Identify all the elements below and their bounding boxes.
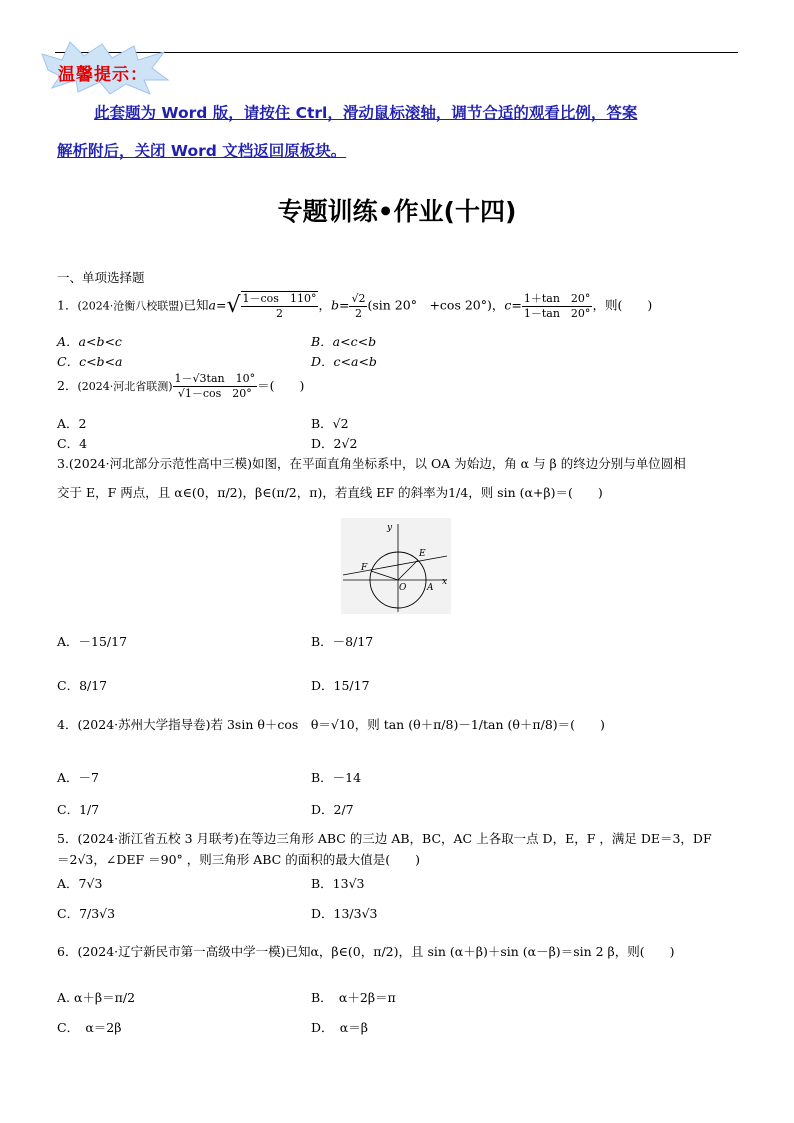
section-heading: 一、单项选择题 (57, 270, 145, 285)
q1-option-d[interactable]: D．c<a<b (311, 354, 377, 369)
notice-line-2: 解析附后，关闭 Word 文档返回原板块。 (57, 142, 347, 160)
q5-option-b[interactable]: B．13√3 (311, 876, 365, 891)
q4-option-b[interactable]: B．－14 (311, 770, 362, 785)
svg-text:O: O (399, 583, 407, 593)
q2-option-b[interactable]: B．√2 (311, 416, 349, 431)
q2-fraction: $\frac{1-√3\tan 10^\circ}{√1-\cos 20^\circ}$ (174, 372, 256, 400)
q2-option-d[interactable]: D．2√2 (311, 436, 358, 451)
q5-option-a[interactable]: A．7√3 (57, 876, 103, 891)
question-5-line-2: ＝2√3，∠DEF ＝90° ，则三角形 ABC 的面积的最大值是( ) (57, 852, 420, 867)
q2-option-a[interactable]: A．2 (57, 416, 87, 431)
svg-text:A: A (427, 583, 434, 593)
q2-option-c[interactable]: C．4 (57, 436, 88, 451)
question-3-line-1: 3.(2024·河北部分示范性高中三模)如图，在平面直角坐标系中，以 OA 为始边，角 α 与 β 的终边分别与单位圆相 (57, 456, 686, 471)
q5-option-c[interactable]: C．7/3√3 (57, 906, 116, 921)
question-6: 6．(2024·辽宁新民市第一高级中学一模)已知α，β∈(0，π/2)，且 sin (α＋β)＋sin (α－β)＝sin 2 β，则( ) (57, 944, 675, 959)
question-1: 1．(2024·沧衡八校联盟)已知a=√ $\frac{1-\cos 110^\circ}{2}$ ，b= $\frac{√2}{2}$ (sin 20° +cos 20°)，c= $\frac{1+\tan 20^\circ}{1-\tan 20^\circ}$ ，则( ) (57, 291, 653, 320)
notice-label: 温馨提示： (58, 65, 148, 85)
q1-text: 已知 (183, 297, 209, 313)
q1-source: (2024·沧衡八校联盟) (77, 299, 184, 313)
question-5-line-1: 5．(2024·浙江省五校 3 月联考)在等边三角形 ABC 的三边 AB，BC，AC 上各取一点 D，E，F ，满足 DE＝3，DF (57, 831, 712, 846)
q4-option-c[interactable]: C．1/7 (57, 802, 100, 817)
page-title: 专题训练•作业(十四) (277, 197, 517, 226)
q3-option-c[interactable]: C．8/17 (57, 678, 108, 693)
q6-option-a[interactable]: A. α＋β＝π/2 (57, 990, 136, 1005)
q3-option-a[interactable]: A．－15/17 (57, 634, 128, 649)
q5-option-d[interactable]: D．13/3√3 (311, 906, 378, 921)
q1-number: 1． (57, 297, 78, 313)
q6-option-b[interactable]: B． α＋2β＝π (311, 990, 396, 1005)
question-3-line-2: 交于 E，F 两点，且 α∈(0，π/2)，β∈(π/2，π)，若直线 EF 的斜率为1/4，则 sin (α+β)＝( ) (57, 485, 603, 500)
q1-b-fraction: $\frac{√2}{2}$ (351, 291, 366, 320)
svg-text:E: E (419, 549, 426, 559)
q3-option-d[interactable]: D．15/17 (311, 678, 370, 693)
q2-source: (2024·河北省联测) (77, 380, 173, 393)
q1-tail: ，则( ) (592, 297, 653, 313)
q1-option-b[interactable]: B．a<c<b (311, 334, 377, 349)
q6-option-d[interactable]: D． α＝β (311, 1020, 368, 1035)
q6-option-c[interactable]: C． α＝2β (57, 1020, 122, 1035)
q1-option-c[interactable]: C．c<b<a (57, 354, 123, 369)
q2-tail: ＝( ) (257, 378, 305, 393)
q4-option-a[interactable]: A．－7 (57, 770, 99, 785)
q3-option-b[interactable]: B．－8/17 (311, 634, 374, 649)
svg-text:F: F (361, 563, 368, 573)
q1-c-fraction: $\frac{1+\tan 20^\circ}{1-\tan 20^\circ}$ (523, 291, 591, 320)
q1-a-fraction: $\frac{1-\cos 110^\circ}{2}$ (242, 292, 317, 320)
question-2 (57, 372, 304, 401)
q2-number: 2． (57, 378, 78, 393)
unit-circle-diagram (341, 518, 451, 614)
svg-text:y: y (387, 523, 393, 533)
q1-b-expr: (sin 20° +cos 20°)， (367, 297, 505, 313)
svg-text:x: x (442, 577, 448, 587)
notice-line-1: 此套题为 Word 版，请按住 Ctrl，滑动鼠标滚轴，调节合适的观看比例，答案 (94, 104, 638, 122)
question-4: 4．(2024·苏州大学指导卷)若 3sin θ＋cos θ＝√10，则 tan (θ＋π/8)－1/tan (θ＋π/8)＝( ) (57, 717, 605, 732)
q1-option-a[interactable]: A．a<b<c (57, 334, 122, 349)
q4-option-d[interactable]: D．2/7 (311, 802, 354, 817)
